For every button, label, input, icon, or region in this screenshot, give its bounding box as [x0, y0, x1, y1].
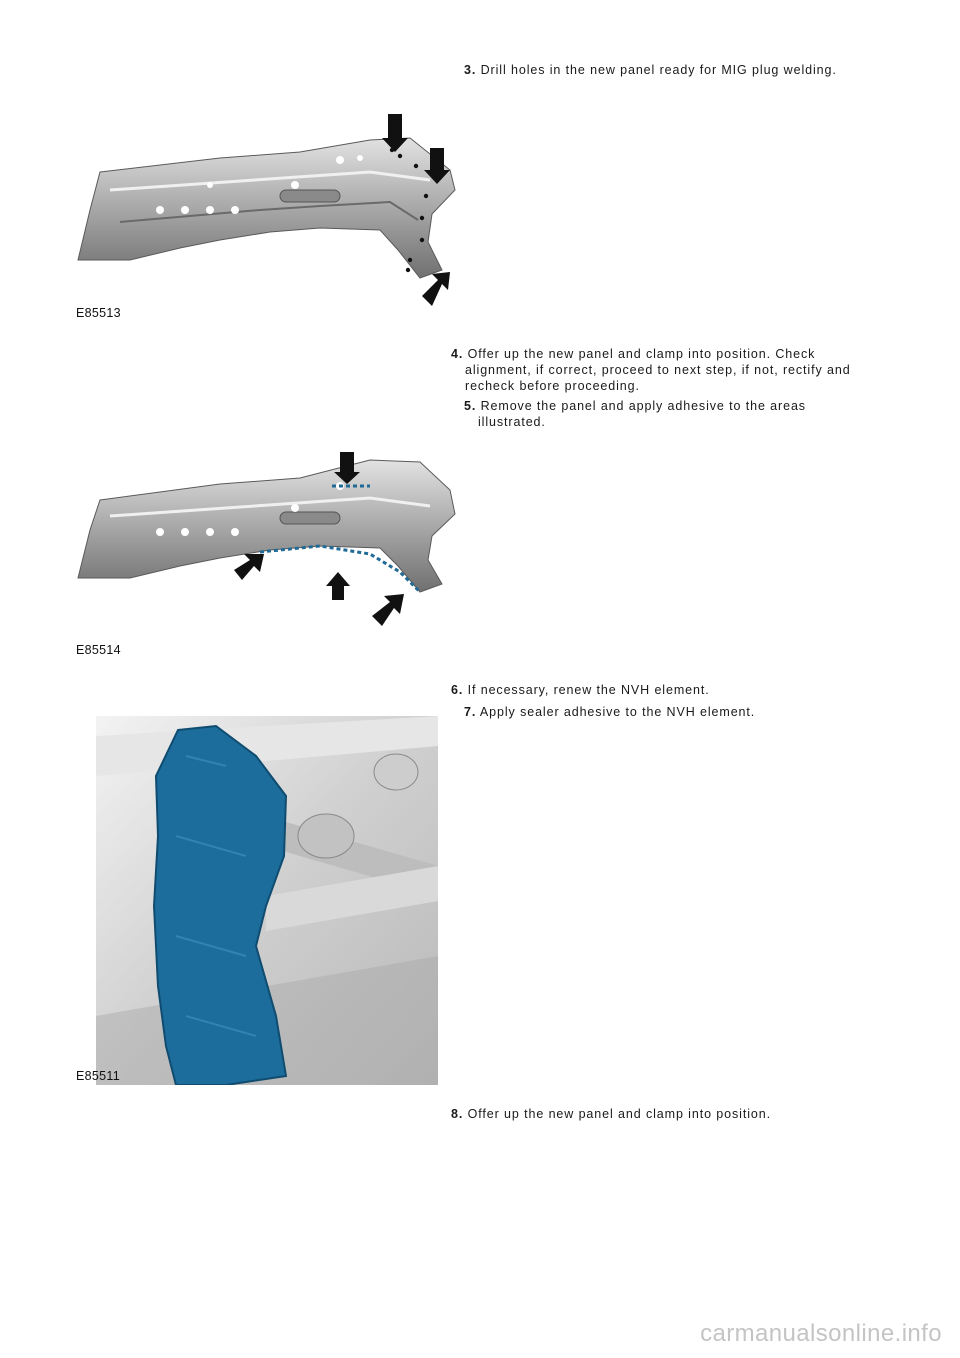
figure-id: E85513 — [76, 306, 121, 320]
step-5 — [464, 398, 806, 430]
step-text: Offer up the new panel and clamp into position. Check — [467, 347, 816, 361]
step-text: Drill holes in the new panel ready for MIG plug welding. — [480, 63, 837, 77]
step-8 — [451, 1106, 771, 1122]
step-4 — [451, 346, 851, 394]
step-text: Offer up the new panel and clamp into position. — [467, 1107, 771, 1121]
panel-illustration — [70, 450, 470, 640]
figure-e85514 — [70, 450, 470, 640]
figure-e85513 — [70, 110, 470, 310]
step-number: 4. — [451, 347, 464, 361]
nvh-element-photo — [96, 716, 438, 1085]
step-6 — [451, 682, 710, 698]
step-text: recheck before proceeding. — [465, 379, 640, 393]
step-number: 5. — [464, 399, 477, 413]
step-text: Remove the panel and apply adhesive to the areas — [480, 399, 806, 413]
step-text: alignment, if correct, proceed to next step, if not, rectify and — [465, 363, 851, 377]
step-number: 3. — [464, 63, 477, 77]
step-text: If necessary, renew the NVH element. — [467, 683, 710, 697]
step-7 — [464, 704, 755, 720]
step-3 — [464, 62, 837, 78]
figure-id: E85511 — [76, 1069, 120, 1083]
step-number: 7. — [464, 705, 477, 719]
step-text: illustrated. — [478, 415, 546, 429]
step-number: 8. — [451, 1107, 464, 1121]
step-number: 6. — [451, 683, 464, 697]
figure-id: E85514 — [76, 643, 121, 657]
figure-e85511 — [96, 716, 438, 1085]
watermark: carmanualsonline.info — [700, 1320, 942, 1347]
step-text: Apply sealer adhesive to the NVH element. — [479, 705, 756, 719]
panel-illustration — [70, 110, 470, 310]
